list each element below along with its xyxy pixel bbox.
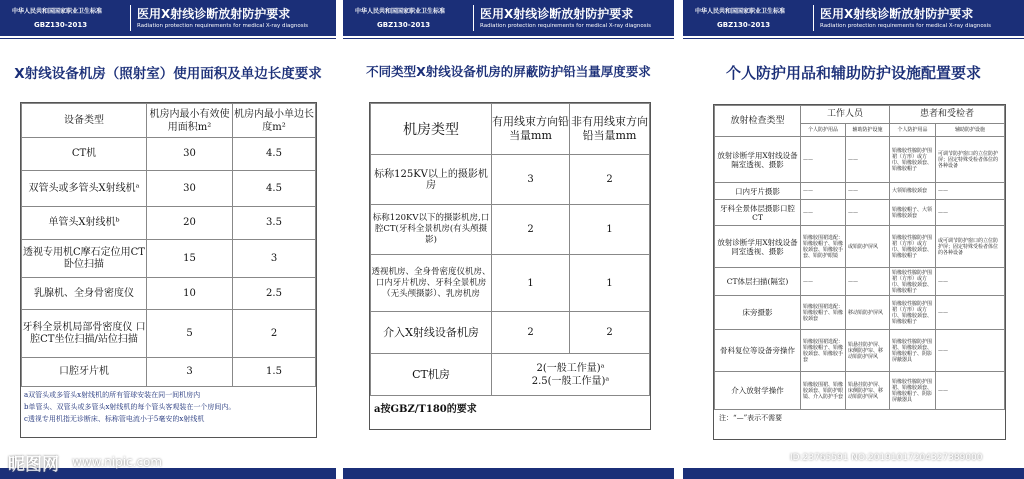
panel-footer-bar [343, 468, 674, 479]
staff-aux-cell: 铅悬挂防护屏、床侧防护帘、移动铅防护屏风 [846, 372, 890, 410]
exam-type-cell: 牙科全景体层摄影口腔CT [715, 200, 801, 226]
staff-aux-cell: —— [846, 200, 890, 226]
length-cell: 3 [233, 240, 316, 278]
exam-type-cell: 骨科复位等设备旁操作 [715, 330, 801, 372]
note-line: b单管头、双管头或多管头x射线机的每个管头客观装在一个房间内。 [24, 403, 236, 411]
panel-protective-equipment [683, 0, 1024, 479]
header-cell: 放射检查类型 [715, 106, 801, 137]
table-row [22, 310, 316, 358]
type-cell: 乳腺机、全身骨密度仪 [22, 278, 147, 310]
staff-personal-cell: —— [801, 200, 846, 226]
area-cell: 3 [147, 358, 233, 387]
panel-footer-bar [683, 468, 1024, 479]
header-divider [473, 5, 474, 31]
table-row [371, 312, 650, 354]
type-cell: 透视专用机C摩石定位用CT卧位扫描 [22, 240, 147, 278]
ct-value-line: 2.5(一般工作量)ᵃ [531, 375, 610, 387]
standard-title: 医用X射线诊断放射防护要求 [820, 7, 974, 21]
exam-type-cell: CT体层扫描(隔室) [715, 268, 801, 296]
table-row [22, 171, 316, 207]
useful-beam-cell: 1 [492, 255, 570, 312]
table-row [715, 296, 1005, 330]
staff-aux-cell: 铅悬挂防护屏、床侧防护帘、移动铅防护屏风 [846, 330, 890, 372]
patient-aux-cell: —— [936, 200, 1005, 226]
table-note: a按GBZ/T180的要求 [374, 404, 477, 415]
length-cell: 2.5 [233, 278, 316, 310]
type-cell: 口腔牙片机 [22, 358, 147, 387]
area-cell: 10 [147, 278, 233, 310]
patient-personal-cell: 铅橡胶性腺防护围裙（方形）或方巾、铅橡胶颈套、铅橡胶帽子 [890, 268, 936, 296]
table-note: 注：“—”表示不需要 [719, 414, 783, 422]
equipment-table [714, 105, 1005, 410]
standard-subtitle: Radiation protection requirements for medical X-ray diagnosis [137, 23, 308, 29]
shielding-table-box [369, 102, 651, 430]
header-cell: 设备类型 [22, 104, 147, 138]
length-cell: 4.5 [233, 138, 316, 171]
table-row [371, 155, 650, 205]
standard-code: GBZ130-2013 [717, 21, 771, 29]
header-divider [813, 5, 814, 31]
nonuseful-beam-cell: 2 [570, 312, 650, 354]
table-row [715, 226, 1005, 268]
area-cell: 20 [147, 207, 233, 240]
length-cell: 4.5 [233, 171, 316, 207]
table-row [371, 255, 650, 312]
useful-beam-cell: 2 [492, 205, 570, 255]
table-row [22, 278, 316, 310]
patient-aux-cell: —— [936, 372, 1005, 410]
table-row [715, 330, 1005, 372]
staff-aux-cell: —— [846, 183, 890, 200]
staff-personal-cell: 铅橡胶围裙、铅橡胶颈套、铅防护眼镜、介入防护手套 [801, 372, 846, 410]
header-cell: 机房类型 [371, 104, 492, 155]
staff-personal-cell: —— [801, 268, 846, 296]
patient-personal-cell: 铅橡胶性腺防护围裙、铅橡胶颈套、铅橡胶帽子、阴影屏蔽器具 [890, 372, 936, 410]
staff-aux-cell: 或铅防护屏风 [846, 226, 890, 268]
standard-title: 医用X射线诊断放射防护要求 [137, 7, 291, 21]
panel-title: X射线设备机房（照射室）使用面积及单边长度要求 [14, 66, 322, 82]
table-row [22, 240, 316, 278]
area-cell: 30 [147, 171, 233, 207]
staff-aux-cell: —— [846, 137, 890, 183]
exam-type-cell: 放射诊断学用X射线设备同室透视、摄影 [715, 226, 801, 268]
room-type-cell: CT机房 [371, 354, 492, 396]
staff-personal-cell: 铅橡胶围裙选配：铅橡胶帽子、铅橡胶颈套 [801, 296, 846, 330]
patient-aux-cell: —— [936, 183, 1005, 200]
panel-room-area [0, 0, 336, 479]
table-row [371, 354, 650, 396]
table-row [715, 137, 1005, 183]
standard-subtitle: Radiation protection requirements for medical X-ray diagnosis [820, 23, 991, 29]
length-cell: 1.5 [233, 358, 316, 387]
standard-title: 医用X射线诊断放射防护要求 [480, 7, 634, 21]
length-cell: 3.5 [233, 207, 316, 240]
equipment-table-box [713, 104, 1006, 440]
exam-type-cell: 床旁摄影 [715, 296, 801, 330]
patient-aux-cell: —— [936, 268, 1005, 296]
staff-aux-cell: 移动铅防护屏风 [846, 296, 890, 330]
standard-code: GBZ130-2013 [34, 21, 88, 29]
header-underline [0, 38, 336, 39]
table-row [22, 358, 316, 387]
area-cell: 5 [147, 310, 233, 358]
ct-value-cell [492, 354, 650, 396]
room-type-cell: 标称125KV以上的摄影机房 [371, 155, 492, 205]
patient-aux-cell: —— [936, 296, 1005, 330]
watermark-url: www.nipic.com [72, 455, 163, 469]
header-cell: 工作人员 [801, 106, 890, 124]
standard-subtitle: Radiation protection requirements for medical X-ray diagnosis [480, 23, 651, 29]
table-notes [21, 387, 316, 427]
exam-type-cell: 放射诊断学用X射线设备隔室透视、摄影 [715, 137, 801, 183]
staff-personal-cell: —— [801, 183, 846, 200]
header-underline [683, 38, 1024, 39]
shielding-table [370, 103, 650, 396]
note-line: c透视专用机指无诊断床、标称管电流小于5毫安的x射线机 [24, 415, 205, 423]
header-cell: 患者和受检者 [890, 106, 1005, 124]
note-line: a双管头或多管头x射线机的所有管球安装在同一间机房内 [24, 391, 201, 399]
exam-type-cell: 口内牙片摄影 [715, 183, 801, 200]
header-cell: 非有用线束方向铅当量mm [570, 104, 650, 155]
patient-personal-cell: 铅橡胶性腺防护围裙（方形）或方巾、铅橡胶颈套、铅橡胶帽子 [890, 226, 936, 268]
subheader-cell: 辅助防护设施 [846, 124, 890, 137]
type-cell: CT机 [22, 138, 147, 171]
patient-aux-cell: 可调节防护窗口的立位防护屏；固定特殊受检者体位的各种设备 [936, 137, 1005, 183]
type-cell: 单管头X射线机ᵇ [22, 207, 147, 240]
watermark-id: ID:23765591 NO:20191017204327389000 [790, 453, 983, 463]
standard-code: GBZ130-2013 [377, 21, 431, 29]
staff-personal-cell: 铅橡胶围裙选配：铅橡胶帽子、铅橡胶颈套、铅橡胶手套、铅防护眼镜 [801, 226, 846, 268]
panel-lead-shielding [343, 0, 674, 479]
header-cell: 机房内最小有效使用面积m² [147, 104, 233, 138]
nonuseful-beam-cell: 1 [570, 205, 650, 255]
staff-personal-cell: 铅橡胶围裙选配：铅橡胶帽子、铅橡胶颈套、铅橡胶手套 [801, 330, 846, 372]
watermark-logo: 昵图网 [8, 455, 59, 475]
patient-personal-cell: 铅橡胶帽子、大领铅橡胶颈套 [890, 200, 936, 226]
standard-label: 中华人民共和国国家职业卫生标准 [355, 8, 446, 15]
area-table-box [20, 102, 317, 438]
table-row [715, 268, 1005, 296]
room-type-cell: 介入X射线设备机房 [371, 312, 492, 354]
panel-title: 不同类型X射线设备机房的屏蔽防护铅当量厚度要求 [366, 64, 651, 79]
table-row [22, 138, 316, 171]
room-type-cell: 标称120KV以下的摄影机房,口腔CT(牙科全景机房(有头颅摄影) [371, 205, 492, 255]
header-underline [343, 38, 674, 39]
patient-personal-cell: 大领铅橡胶颈套 [890, 183, 936, 200]
panel-header [343, 0, 674, 36]
nonuseful-beam-cell: 1 [570, 255, 650, 312]
nonuseful-beam-cell: 2 [570, 155, 650, 205]
header-divider [130, 5, 131, 31]
table-row [371, 205, 650, 255]
area-cell: 15 [147, 240, 233, 278]
type-cell: 双管头或多管头X射线机ᵃ [22, 171, 147, 207]
length-cell: 2 [233, 310, 316, 358]
table-row [715, 200, 1005, 226]
subheader-cell: 辅助防护设施 [936, 124, 1005, 137]
panel-header [683, 0, 1024, 36]
table-row [715, 372, 1005, 410]
patient-personal-cell: 铅橡胶性腺防护围裙（方形）或方巾、铅橡胶颈套、铅橡胶帽子 [890, 137, 936, 183]
area-cell: 30 [147, 138, 233, 171]
standard-label: 中华人民共和国国家职业卫生标准 [12, 8, 103, 15]
table-row [715, 183, 1005, 200]
panel-header [0, 0, 336, 36]
staff-personal-cell: —— [801, 137, 846, 183]
useful-beam-cell: 2 [492, 312, 570, 354]
standard-label: 中华人民共和国国家职业卫生标准 [695, 8, 786, 15]
patient-aux-cell: —— [936, 330, 1005, 372]
header-cell: 有用线束方向铅当量mm [492, 104, 570, 155]
header-cell: 机房内最小单边长度m² [233, 104, 316, 138]
area-table [21, 103, 316, 387]
exam-type-cell: 介入放射学操作 [715, 372, 801, 410]
table-row [22, 207, 316, 240]
type-cell: 牙科全景机局部骨密度仪 口腔CT坐位扫描/站位扫描 [22, 310, 147, 358]
patient-personal-cell: 铅橡胶性腺防护围裙、铅橡胶颈套、铅橡胶帽子、阴影屏蔽器具 [890, 330, 936, 372]
ct-value-line: 2(一般工作量)ᵃ [536, 362, 605, 374]
patient-personal-cell: 铅橡胶性腺防护围裙（方形）或方巾、铅橡胶颈套、铅橡胶帽子 [890, 296, 936, 330]
subheader-cell: 个人防护用品 [801, 124, 846, 137]
subheader-cell: 个人防护用品 [890, 124, 936, 137]
room-type-cell: 透视机房、全身骨密度仪机房、口内牙片机房、牙科全景机房（无头颅摄影）、乳房机房 [371, 255, 492, 312]
staff-aux-cell: —— [846, 268, 890, 296]
useful-beam-cell: 3 [492, 155, 570, 205]
patient-aux-cell: 或可调节防护窗口的立位防护屏；固定特殊受检者体位的各种设备 [936, 226, 1005, 268]
panel-title: 个人防护用品和辅助防护设施配置要求 [725, 64, 981, 82]
